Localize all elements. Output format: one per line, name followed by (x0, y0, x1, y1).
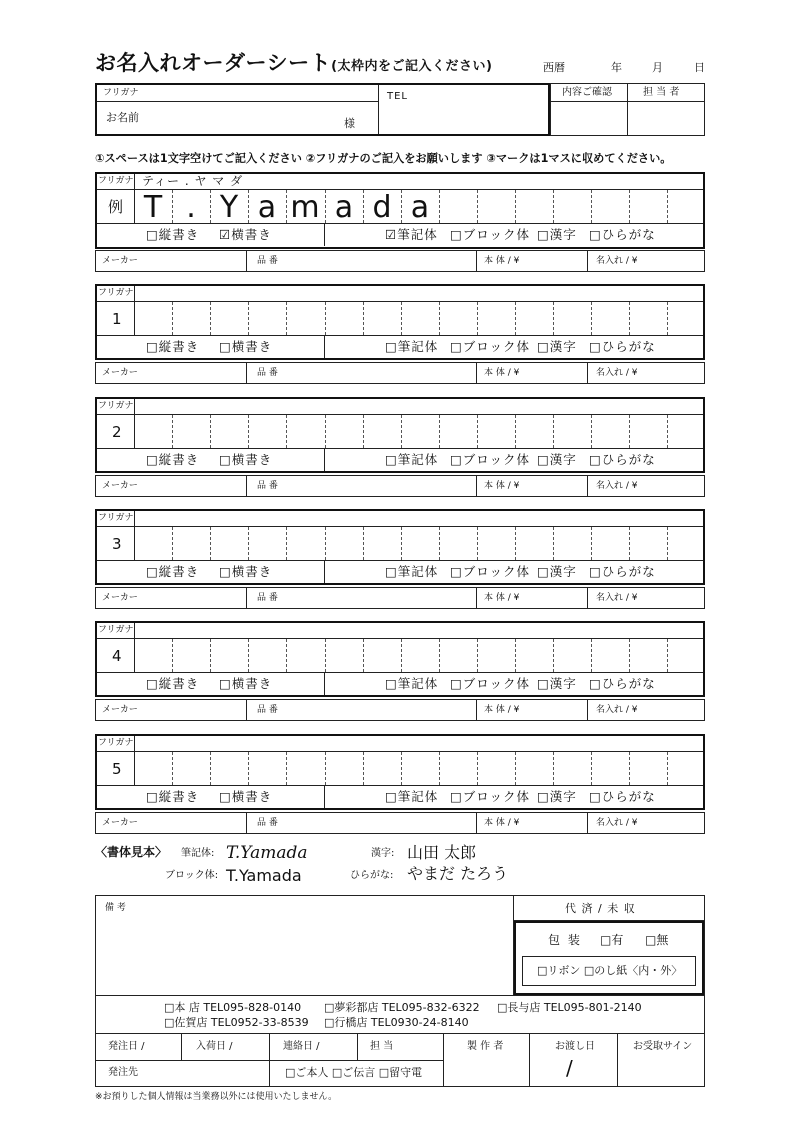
divider (324, 449, 325, 471)
nairei-label: 名入れ / ¥ (596, 368, 638, 378)
yokogaki-checkbox[interactable]: □横書き (219, 339, 273, 354)
divider (134, 736, 135, 785)
yokogaki-checkbox[interactable]: □横書き (219, 564, 273, 579)
divider (97, 560, 703, 561)
housou-label: 包 装 (548, 933, 582, 947)
seisakusha-label: 製 作 者 (467, 1041, 504, 1052)
hiragana-checkbox[interactable]: □ひらがな (589, 789, 656, 804)
privacy-note: ※お預りした個人情報は当業務以外には使用いたしません。 (95, 1092, 338, 1102)
example-hontai-field[interactable] (530, 252, 585, 270)
row-5-furigana-field[interactable] (136, 736, 702, 751)
maker-label: メーカー (102, 481, 138, 491)
yokogaki-checkbox[interactable]: □横書き (219, 789, 273, 804)
divider (324, 786, 325, 808)
block-checkbox[interactable]: □ブロック体 (450, 339, 531, 354)
kanji-checkbox[interactable]: □漢字 (537, 339, 577, 354)
hontai-label: 本 体 / ¥ (484, 593, 520, 603)
divider (97, 101, 378, 102)
nairei-label: 名入れ / ¥ (596, 256, 638, 266)
hikki-checkbox[interactable]: □筆記体 (385, 452, 439, 467)
owatashi-label: お渡し日 (555, 1041, 595, 1052)
divider (627, 83, 628, 136)
hiragana-checkbox[interactable]: □ひらがな (589, 339, 656, 354)
kanji-checkbox[interactable]: □漢字 (537, 676, 577, 691)
hontai-label: 本 体 / ¥ (484, 818, 520, 828)
tategaki-checkbox[interactable]: □縦書き (146, 789, 200, 804)
row-5-number: 5 (112, 760, 122, 778)
divider (476, 812, 477, 834)
example-char: T (143, 190, 163, 225)
divider (476, 475, 477, 497)
example-char: d (372, 190, 392, 225)
furigana-label: フリガナ (98, 738, 134, 748)
row-4-maker-field[interactable] (140, 701, 244, 719)
row-2-hinban-field[interactable] (280, 477, 474, 495)
divider (269, 1033, 270, 1087)
month-label: 月 (652, 61, 663, 74)
example-nairei-field[interactable] (640, 252, 703, 270)
hinban-label: 品 番 (257, 256, 278, 266)
tategaki-checkbox[interactable]: □縦書き (146, 676, 200, 691)
hikki-sample-label: 筆記体: (181, 848, 215, 859)
row-4-furigana-field[interactable] (136, 623, 702, 638)
example-char: a (334, 190, 354, 225)
hikki-checkbox[interactable]: □筆記体 (385, 339, 439, 354)
hiragana-checkbox[interactable]: □ひらがな (589, 227, 656, 242)
yokogaki-checkbox[interactable]: ☑横書き (219, 227, 272, 242)
hinban-label: 品 番 (257, 705, 278, 715)
hikki-checkbox[interactable]: ☑筆記体 (385, 227, 438, 242)
row-3-name-field[interactable] (136, 528, 702, 559)
row-4-name-field[interactable] (136, 640, 702, 671)
divider (97, 672, 703, 673)
ouketori-label: お受取サイン (633, 1041, 693, 1052)
block-sample: T.Yamada (226, 866, 302, 885)
staff-label: 担 当 者 (643, 87, 680, 98)
row-2-number: 2 (112, 423, 122, 441)
row-5-hontai-field[interactable] (530, 814, 585, 832)
kanji-sample: 山田 太郎 (407, 843, 477, 862)
divider (95, 1033, 705, 1034)
divider (246, 699, 247, 721)
divider (587, 475, 588, 497)
hiragana-sample-label: ひらがな: (350, 870, 394, 881)
store-yumesaito[interactable]: □夢彩都店 TEL095-832-6322 (324, 1001, 480, 1014)
hinban-label: 品 番 (257, 593, 278, 603)
day-label: 日 (694, 61, 705, 74)
yokogaki-checkbox[interactable]: □横書き (219, 676, 273, 691)
block-sample-label: ブロック体: (165, 870, 219, 881)
row-5-name-field[interactable] (136, 753, 702, 784)
hinban-label: 品 番 (257, 368, 278, 378)
example-char: . (186, 190, 196, 225)
example-number: 例 (108, 198, 124, 216)
divider (476, 587, 477, 609)
row-3-hinban-field[interactable] (280, 589, 474, 607)
nyukabi-label: 入荷日 / (196, 1041, 233, 1052)
divider (587, 812, 588, 834)
divider (97, 785, 703, 786)
year-label: 年 (611, 61, 622, 74)
example-hinban-field[interactable] (280, 252, 474, 270)
row-3-furigana-field[interactable] (136, 511, 702, 526)
divider (324, 224, 325, 246)
ribbon-options[interactable]: □リボン □のし紙〈内・外〉 (537, 964, 683, 977)
maker-label: メーカー (102, 368, 138, 378)
hinban-label: 品 番 (257, 818, 278, 828)
row-1-nairei-field[interactable] (640, 364, 703, 382)
yokogaki-checkbox[interactable]: □横書き (219, 452, 273, 467)
row-3-number: 3 (112, 535, 122, 553)
kanji-checkbox[interactable]: □漢字 (537, 227, 577, 242)
page-title: お名入れオーダーシート(太枠内をご記入ください) (95, 51, 493, 75)
kanji-sample-label: 漢字: (371, 848, 395, 859)
divider (95, 995, 705, 996)
block-checkbox[interactable]: □ブロック体 (450, 676, 531, 691)
biko-label: 備 考 (105, 903, 126, 913)
hontai-label: 本 体 / ¥ (484, 705, 520, 715)
nairei-label: 名入れ / ¥ (596, 481, 638, 491)
divider (134, 623, 135, 672)
furigana-label: フリガナ (98, 625, 134, 635)
name-label: お名前 (106, 111, 139, 124)
row-2-hontai-field[interactable] (530, 477, 585, 495)
divider (443, 1033, 444, 1087)
row-5-maker-field[interactable] (140, 814, 244, 832)
row-1-maker-field[interactable] (140, 364, 244, 382)
divider (357, 1033, 358, 1060)
owatashi-slash: / (566, 1056, 573, 1080)
nashi-checkbox[interactable]: □無 (645, 933, 669, 947)
row-1-number: 1 (112, 310, 122, 328)
divider (587, 362, 588, 384)
divider (97, 301, 703, 302)
example-char: a (410, 190, 430, 225)
divider (246, 362, 247, 384)
kanji-checkbox[interactable]: □漢字 (537, 789, 577, 804)
divider (587, 699, 588, 721)
sama-label: 様 (344, 117, 355, 130)
daisai-label: 代 済 / 未 収 (565, 902, 636, 915)
divider (476, 699, 477, 721)
divider (246, 812, 247, 834)
divider (97, 751, 703, 752)
row-4-hinban-field[interactable] (280, 701, 474, 719)
furigana-label: フリガナ (98, 288, 134, 298)
hacchusaki-label: 発注先 (108, 1067, 138, 1078)
store-yukuhashi[interactable]: □行橋店 TEL0930-24-8140 (324, 1016, 469, 1029)
hontai-label: 本 体 / ¥ (484, 481, 520, 491)
maker-label: メーカー (102, 256, 138, 266)
divider (97, 335, 703, 336)
hontai-label: 本 体 / ¥ (484, 256, 520, 266)
tel-label: TEL (387, 91, 408, 102)
nairei-label: 名入れ / ¥ (596, 818, 638, 828)
hikki-sample: T.Yamada (226, 843, 308, 863)
divider (587, 250, 588, 272)
name-field[interactable] (100, 103, 376, 133)
row-1-hontai-field[interactable] (530, 364, 585, 382)
row-2-name-field[interactable] (136, 416, 702, 447)
divider (324, 673, 325, 695)
tategaki-checkbox[interactable]: □縦書き (146, 564, 200, 579)
divider (134, 511, 135, 560)
font-sample-heading: 〈書体見本〉 (95, 845, 168, 859)
store-nagayo[interactable]: □長与店 TEL095-801-2140 (497, 1001, 642, 1014)
tategaki-checkbox[interactable]: □縦書き (146, 339, 200, 354)
divider (246, 475, 247, 497)
example-maker-field[interactable] (140, 252, 244, 270)
row-1-hinban-field[interactable] (280, 364, 474, 382)
divider (378, 85, 379, 134)
hiragana-checkbox[interactable]: □ひらがな (589, 452, 656, 467)
furigana-label: フリガナ (103, 88, 139, 98)
row-2-maker-field[interactable] (140, 477, 244, 495)
hiragana-sample: やまだ たろう (407, 864, 509, 883)
divider (476, 362, 477, 384)
divider (134, 286, 135, 335)
row-3-nairei-field[interactable] (640, 589, 703, 607)
block-checkbox[interactable]: □ブロック体 (450, 452, 531, 467)
biko-field[interactable] (97, 897, 511, 993)
divider (97, 448, 703, 449)
row-3-hontai-field[interactable] (530, 589, 585, 607)
tategaki-checkbox[interactable]: □縦書き (146, 227, 200, 242)
divider (97, 414, 703, 415)
hinban-label: 品 番 (257, 481, 278, 491)
confirm-label: 内容ご確認 (562, 87, 612, 98)
store-saga[interactable]: □佐賀店 TEL0952-33-8539 (164, 1016, 309, 1029)
divider (97, 526, 703, 527)
divider (324, 336, 325, 358)
furigana-label: フリガナ (98, 401, 134, 411)
kanji-checkbox[interactable]: □漢字 (537, 564, 577, 579)
example-furigana-text: ティー . ヤ マ ダ (142, 174, 244, 188)
row-1-furigana-field[interactable] (136, 286, 702, 301)
hiragana-checkbox[interactable]: □ひらがな (589, 564, 656, 579)
divider (324, 561, 325, 583)
page-subtitle: (太枠内をご記入ください) (331, 59, 493, 74)
divider (246, 587, 247, 609)
example-char: m (290, 190, 320, 225)
divider (181, 1033, 182, 1060)
block-checkbox[interactable]: □ブロック体 (450, 564, 531, 579)
kanji-checkbox[interactable]: □漢字 (537, 452, 577, 467)
hiragana-checkbox[interactable]: □ひらがな (589, 676, 656, 691)
row-2-nairei-field[interactable] (640, 477, 703, 495)
row-4-nairei-field[interactable] (640, 701, 703, 719)
divider (617, 1033, 618, 1087)
row-1-name-field[interactable] (136, 303, 702, 334)
hikki-checkbox[interactable]: □筆記体 (385, 564, 439, 579)
hikki-checkbox[interactable]: □筆記体 (385, 676, 439, 691)
divider (529, 1033, 530, 1087)
tategaki-checkbox[interactable]: □縦書き (146, 452, 200, 467)
instructions: ①スペースは1文字空けてご記入ください ②フリガナのご記入をお願いします ③マークは1マスに収めてください。 (95, 152, 672, 165)
maker-label: メーカー (102, 705, 138, 715)
divider (97, 638, 703, 639)
row-3-maker-field[interactable] (140, 589, 244, 607)
era-label: 西暦 (543, 61, 565, 74)
ari-checkbox[interactable]: □有 (600, 933, 624, 947)
furigana-label: フリガナ (98, 176, 134, 186)
example-char: Y (219, 190, 239, 225)
hikki-checkbox[interactable]: □筆記体 (385, 789, 439, 804)
nairei-label: 名入れ / ¥ (596, 705, 638, 715)
row-2-furigana-field[interactable] (136, 399, 702, 414)
hontai-label: 本 体 / ¥ (484, 368, 520, 378)
hacchubi-label: 発注日 / (108, 1041, 145, 1052)
nairei-label: 名入れ / ¥ (596, 593, 638, 603)
row-4-number: 4 (112, 647, 122, 665)
renrakubi-label: 連絡日 / (283, 1041, 320, 1052)
store-honten[interactable]: □本 店 TEL095-828-0140 (164, 1001, 302, 1014)
row-4-hontai-field[interactable] (530, 701, 585, 719)
furigana-label: フリガナ (98, 513, 134, 523)
maker-label: メーカー (102, 593, 138, 603)
block-checkbox[interactable]: □ブロック体 (450, 227, 531, 242)
row-5-nairei-field[interactable] (640, 814, 703, 832)
tanto-label: 担 当 (370, 1041, 394, 1052)
example-char: a (257, 190, 277, 225)
block-checkbox[interactable]: □ブロック体 (450, 789, 531, 804)
divider (134, 399, 135, 448)
divider (246, 250, 247, 272)
maker-label: メーカー (102, 818, 138, 828)
contact-options[interactable]: □ご本人 □ご伝言 □留守電 (285, 1066, 423, 1079)
row-5-hinban-field[interactable] (280, 814, 474, 832)
divider (587, 587, 588, 609)
divider (476, 250, 477, 272)
